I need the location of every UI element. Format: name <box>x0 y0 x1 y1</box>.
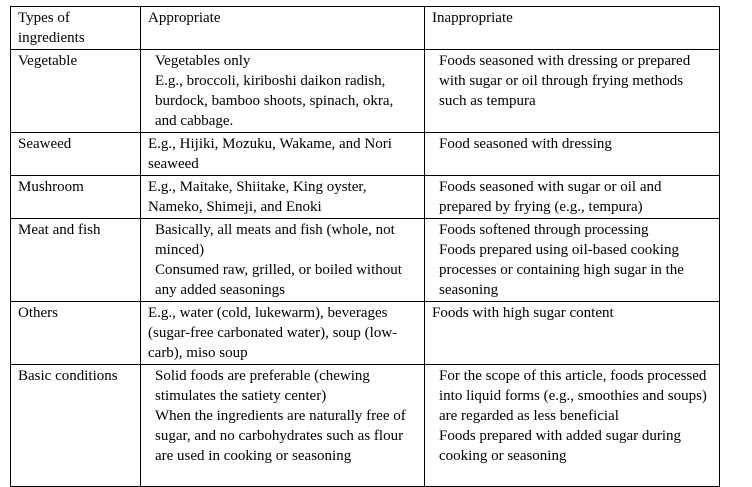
header-types: Types of ingredients <box>11 7 141 50</box>
inappropriate-line: Foods prepared using oil-based cooking processes or containing high sugar in the seasoning <box>439 242 684 298</box>
appropriate-line: Consumed raw, grilled, or boiled without any added seasonings <box>155 262 402 298</box>
appropriate-line: E.g., water (cold, lukewarm), beverages (sugar-free carbonated water), soup (low-carb), miso soup <box>148 305 398 361</box>
table-row <box>11 133 720 176</box>
inappropriate-cell <box>425 50 720 133</box>
inappropriate-cell <box>425 219 720 302</box>
inappropriate-line: Foods softened through processing <box>439 222 649 238</box>
appropriate-line: Vegetables only <box>155 53 251 69</box>
row-type: Seaweed <box>11 133 141 176</box>
appropriate-cell <box>141 219 425 302</box>
ingredients-table <box>10 6 720 487</box>
appropriate-line: E.g., broccoli, kiriboshi daikon radish, burdock, bamboo shoots, spinach, okra, and cabbage. <box>155 73 394 129</box>
table-row <box>11 219 720 302</box>
inappropriate-line: Foods seasoned with dressing or prepared with sugar or oil through frying methods such as tempura <box>439 53 691 109</box>
appropriate-cell <box>141 302 425 365</box>
row-type: Basic conditions <box>11 365 141 487</box>
appropriate-line: Basically, all meats and fish (whole, not minced) <box>155 222 395 258</box>
appropriate-cell <box>141 365 425 487</box>
header-appropriate: Appropriate <box>141 7 425 50</box>
appropriate-line: Solid foods are preferable (chewing stimulates the satiety center) <box>155 368 370 404</box>
appropriate-cell <box>141 176 425 219</box>
table-row <box>11 176 720 219</box>
inappropriate-cell <box>425 176 720 219</box>
inappropriate-line: For the scope of this article, foods processed into liquid forms (e.g., smoothies and soups) are regarded as less beneficial <box>439 368 707 424</box>
row-type: Vegetable <box>11 50 141 133</box>
row-type: Mushroom <box>11 176 141 219</box>
inappropriate-line: Foods seasoned with sugar or oil and prepared by frying (e.g., tempura) <box>439 179 662 215</box>
table-row <box>11 50 720 133</box>
inappropriate-line: Food seasoned with dressing <box>439 136 612 152</box>
inappropriate-cell <box>425 133 720 176</box>
inappropriate-cell <box>425 365 720 487</box>
table-row <box>11 365 720 487</box>
appropriate-line: E.g., Hijiki, Mozuku, Wakame, and Nori seaweed <box>148 136 392 172</box>
table-row <box>11 302 720 365</box>
row-type: Meat and fish <box>11 219 141 302</box>
appropriate-cell <box>141 133 425 176</box>
inappropriate-line: Foods prepared with added sugar during cooking or seasoning <box>439 428 682 464</box>
header-inappropriate: Inappropriate <box>425 7 720 50</box>
inappropriate-cell <box>425 302 720 365</box>
inappropriate-line: Foods with high sugar content <box>432 305 614 321</box>
appropriate-cell <box>141 50 425 133</box>
appropriate-line: When the ingredients are naturally free of sugar, and no carbohydrates such as flour are used in cooking or seasoning <box>155 408 406 464</box>
appropriate-line: E.g., Maitake, Shiitake, King oyster, Nameko, Shimeji, and Enoki <box>148 179 367 215</box>
row-type: Others <box>11 302 141 365</box>
table-header-row <box>11 7 720 50</box>
